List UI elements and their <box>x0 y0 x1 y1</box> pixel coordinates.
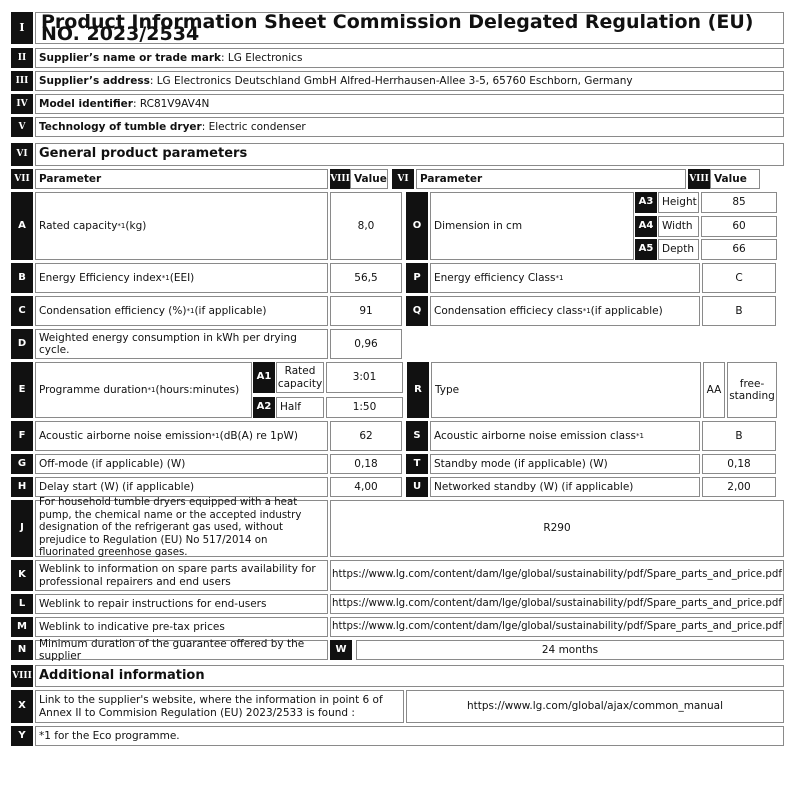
row-code: U <box>406 477 428 497</box>
depth-value: 66 <box>701 239 777 260</box>
supplier-address: Supplier’s address : LG Electronics Deutschland GmbH Alfred-Herrhausen-Allee 3-5, 65760 Eschborn, Germany <box>35 71 784 91</box>
eei-value: 56,5 <box>330 263 402 293</box>
width-value: 60 <box>701 216 777 237</box>
row-code: N <box>11 640 33 660</box>
sub-code: A1 <box>253 362 275 393</box>
guarantee-label: Minimum duration of the guarantee offered by the supplier <box>35 640 328 660</box>
off-mode-value: 0,18 <box>330 454 402 474</box>
eei-label: Energy Efficiency index *1 (EEI) <box>35 263 328 293</box>
width-label: Width <box>658 216 699 237</box>
sub-code: A3 <box>635 192 657 213</box>
row-a-o <box>11 192 784 260</box>
half-duration-label: Half <box>276 397 324 418</box>
additional-section-header <box>11 665 784 687</box>
row-code: L <box>11 594 33 614</box>
spare-parts-link[interactable]: https://www.lg.com/content/dam/lge/global/sustainability/pdf/Spare_parts_and_price.pdf <box>330 560 784 591</box>
row-code: P <box>406 263 428 293</box>
row-code: H <box>11 477 33 497</box>
condensation-efficiency-label: Condensation efficiency (%) *1 (if applicable) <box>35 296 328 326</box>
row-code: F <box>11 421 33 451</box>
rated-capacity-value: 8,0 <box>330 192 402 260</box>
model-identifier-row <box>11 94 784 114</box>
section-title: Additional information <box>35 665 784 687</box>
row-code: D <box>11 329 33 359</box>
title-row <box>11 12 784 44</box>
guarantee-code: W <box>330 640 352 660</box>
sub-code: A2 <box>253 397 275 418</box>
delay-start-value: 4,00 <box>330 477 402 497</box>
row-number: VIII <box>688 169 710 189</box>
condensation-class-label: Condensation efficiecy class *1 (if applicable) <box>430 296 700 326</box>
networked-standby-value: 2,00 <box>702 477 776 497</box>
depth-label: Depth <box>658 239 699 260</box>
row-code: A <box>11 192 33 260</box>
spare-parts-label: Weblink to information on spare parts availability for professional repairers and end users <box>35 560 328 591</box>
height-value: 85 <box>701 192 777 213</box>
supplier-address-row <box>11 71 784 91</box>
sub-code: A5 <box>635 239 657 260</box>
energy-class-label: Energy efficiency Class *1 <box>430 263 700 293</box>
rated-capacity-label: Rated capacity *1 (kg) <box>35 192 328 260</box>
type-code: AA <box>703 362 725 418</box>
pre-tax-prices-label: Weblink to indicative pre-tax prices <box>35 617 328 637</box>
row-code: K <box>11 560 33 591</box>
section-title: General product parameters <box>35 143 784 166</box>
technology: Technology of tumble dryer : Electric condenser <box>35 117 784 137</box>
supplier-name: Supplier’s name or trade mark : LG Electronics <box>35 48 784 68</box>
duration-subtable <box>253 362 403 418</box>
supplier-website-label: Link to the supplier's website, where the information in point 6 of Annex II to Commision Regulation (EU) 2023/2533 is found : <box>35 690 404 723</box>
condensation-class-value: B <box>702 296 776 326</box>
programme-duration-label: Programme duration *1 (hours:minutes) <box>35 362 252 418</box>
row-code: S <box>406 421 428 451</box>
noise-class-value: B <box>702 421 776 451</box>
dimension-subtable <box>635 192 777 260</box>
row-m <box>11 617 784 637</box>
row-j <box>11 497 784 559</box>
supplier-website-link[interactable]: https://www.lg.com/global/ajax/common_manual <box>406 690 784 723</box>
row-number: VI <box>11 143 33 166</box>
row-h-u <box>11 477 784 497</box>
row-code: Q <box>406 296 428 326</box>
column-header-parameter-right: Parameter <box>416 169 686 189</box>
row-code: X <box>11 690 33 723</box>
row-l <box>11 594 784 614</box>
row-code: M <box>11 617 33 637</box>
row-b-p <box>11 263 784 293</box>
row-number: VIII <box>11 665 33 687</box>
repair-instructions-label: Weblink to repair instructions for end-users <box>35 594 328 614</box>
column-header-value-right: Value <box>710 169 760 189</box>
row-number: IV <box>11 94 33 114</box>
row-code: J <box>11 500 33 557</box>
row-k <box>11 560 784 591</box>
row-number: V <box>11 117 33 137</box>
row-number: II <box>11 48 33 68</box>
product-information-sheet <box>11 12 784 746</box>
row-code: O <box>406 192 428 260</box>
supplier-name-row <box>11 48 784 68</box>
sub-code: A4 <box>635 216 657 237</box>
noise-emission-label: Acoustic airborne noise emission *1 (dB(A) re 1pW) <box>35 421 328 451</box>
page-title: Product Information Sheet Commission Delegated Regulation (EU) NO. 2023/2534 <box>35 12 784 44</box>
pre-tax-prices-link[interactable]: https://www.lg.com/content/dam/lge/global/sustainability/pdf/Spare_parts_and_price.pdf <box>330 617 784 637</box>
row-y <box>11 726 784 746</box>
standby-label: Standby mode (if applicable) (W) <box>430 454 700 474</box>
energy-class-value: C <box>702 263 776 293</box>
row-code: R <box>407 362 429 418</box>
row-code: Y <box>11 726 33 746</box>
noise-class-label: Acoustic airborne noise emission class *1 <box>430 421 700 451</box>
row-code: E <box>11 362 33 418</box>
row-code: C <box>11 296 33 326</box>
type-label: Type <box>431 362 701 418</box>
row-number: VIII <box>330 169 350 189</box>
row-n <box>11 637 784 662</box>
condensation-efficiency-value: 91 <box>330 296 402 326</box>
technology-row <box>11 117 784 137</box>
type-value: free-standing <box>727 362 777 418</box>
row-c-q <box>11 296 784 326</box>
row-number: VI <box>392 169 414 189</box>
general-section-header <box>11 143 784 166</box>
networked-standby-label: Networked standby (W) (if applicable) <box>430 477 700 497</box>
row-code: T <box>406 454 428 474</box>
height-label: Height <box>658 192 699 213</box>
row-g-t <box>11 454 784 474</box>
repair-instructions-link[interactable]: https://www.lg.com/content/dam/lge/global/sustainability/pdf/Spare_parts_and_price.pdf <box>330 594 784 614</box>
refrigerant-label: For household tumble dryers equipped with a heat pump, the chemical name or the accepted industry designation of the refrigerant gas used, without prejudice to Regulation (EU) No 517/2014 on fluorinated greenhose gases. <box>35 500 328 557</box>
footnote: *1 for the Eco programme. <box>35 726 784 746</box>
refrigerant-value: R290 <box>330 500 784 557</box>
off-mode-label: Off-mode (if applicable) (W) <box>35 454 328 474</box>
guarantee-value: 24 months <box>356 640 784 660</box>
row-x <box>11 690 784 723</box>
rated-capacity-duration-value: 3:01 <box>326 362 403 393</box>
row-code: B <box>11 263 33 293</box>
delay-start-label: Delay start (W) (if applicable) <box>35 477 328 497</box>
row-e-r <box>11 362 784 418</box>
energy-consumption-value: 0,96 <box>330 329 402 359</box>
row-number: I <box>11 12 33 44</box>
half-duration-value: 1:50 <box>326 397 403 418</box>
model-identifier: Model identifier : RC81V9AV4N <box>35 94 784 114</box>
energy-consumption-label: Weighted energy consumption in kWh per drying cycle. <box>35 329 328 359</box>
rated-capacity-duration-label: Rated capacity <box>276 362 324 393</box>
row-f-s <box>11 421 784 451</box>
row-number: III <box>11 71 33 91</box>
column-header-value: Value <box>350 169 388 189</box>
dimension-label: Dimension in cm <box>430 192 634 260</box>
standby-value: 0,18 <box>702 454 776 474</box>
row-d <box>11 329 784 359</box>
row-code: G <box>11 454 33 474</box>
column-header-row <box>11 169 784 189</box>
row-number: VII <box>11 169 33 189</box>
column-header-parameter: Parameter <box>35 169 328 189</box>
noise-emission-value: 62 <box>330 421 402 451</box>
